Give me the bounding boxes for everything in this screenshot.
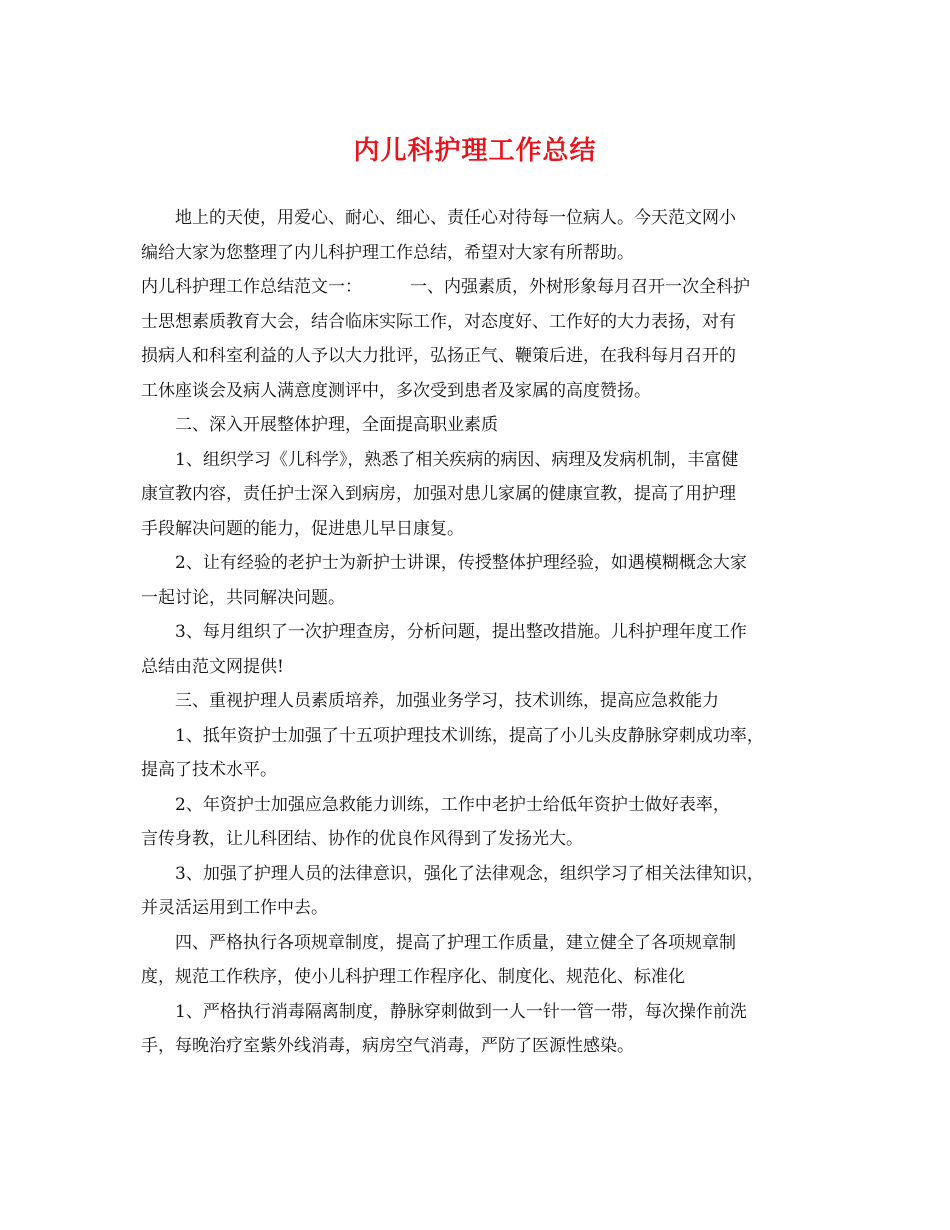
text-line-content: 度，规范工作秩序，使小儿科护理工作程序化、制度化、规范化、标准化 xyxy=(141,967,685,987)
text-line-content: 康宣教内容，责任护士深入到病房，加强对患儿家属的健康宣教，提高了用护理 xyxy=(141,484,736,504)
text-line xyxy=(141,926,811,961)
text-line-content: 地上的天使，用爱心、耐心、细心、责任心对待每一位病人。今天范文网小 xyxy=(175,208,736,228)
text-line-content: 损病人和科室利益的人予以大力批评，弘扬正气、鞭策后进，在我科每月召开的 xyxy=(141,346,736,366)
text-line-content: 提高了技术水平。 xyxy=(141,760,277,780)
text-line-content: 手段解决问题的能力，促进患儿早日康复。 xyxy=(141,518,464,539)
text-line xyxy=(141,270,811,305)
text-line xyxy=(141,236,811,271)
text-line xyxy=(141,443,811,478)
text-line-content: 工休座谈会及病人满意度测评中，多次受到患者及家属的高度赞扬。 xyxy=(141,380,651,401)
text-line xyxy=(141,650,811,685)
text-line-content: 二、深入开展整体护理，全面提高职业素质 xyxy=(175,415,498,435)
text-line-content: 一起讨论，共同解决问题。 xyxy=(141,587,345,608)
text-line-content: 3、每月组织了一次护理查房，分析问题，提出整改措施。儿科护理年度工作 xyxy=(175,622,747,642)
text-line xyxy=(141,374,811,409)
text-line-content: 内儿科护理工作总结范文一： xyxy=(141,277,362,297)
document-title: 内儿科护理工作总结 xyxy=(353,136,597,166)
text-line-content: 编给大家为您整理了内儿科护理工作总结，希望对大家有所帮助。 xyxy=(141,242,634,263)
text-line xyxy=(141,477,811,512)
text-line xyxy=(141,719,811,754)
text-line xyxy=(141,615,811,650)
text-line xyxy=(141,581,811,616)
text-line xyxy=(141,408,811,443)
text-line xyxy=(141,1029,811,1064)
text-line xyxy=(141,546,811,581)
text-line-content: 士思想素质教育大会，结合临床实际工作，对态度好、工作好的大力表扬，对有 xyxy=(141,311,736,332)
text-line-content-continued: 一、内强素质，外树形象每月召开一次全科护 xyxy=(410,277,750,297)
text-line xyxy=(141,995,811,1030)
text-line-content: 3、加强了护理人员的法律意识，强化了法律观念，组织学习了相关法律知识， xyxy=(175,863,764,884)
text-line xyxy=(141,684,811,719)
text-line-content: 1、抵年资护士加强了十五项护理技术训练，提高了小儿头皮静脉穿刺成功率， xyxy=(175,725,764,746)
text-line xyxy=(141,305,811,340)
text-line xyxy=(141,822,811,857)
text-line-content: 2、让有经验的老护士为新护士讲课，传授整体护理经验，如遇模糊概念大家 xyxy=(175,553,747,573)
text-line-content: 并灵活运用到工作中去。 xyxy=(141,898,328,918)
text-line xyxy=(141,201,811,236)
text-line-content: 总结由范文网提供! xyxy=(141,656,284,677)
document-body xyxy=(141,201,811,1064)
text-line-content: 手，每晚治疗室紫外线消毒，病房空气消毒，严防了医源性感染。 xyxy=(141,1036,634,1056)
text-line-content: 1、组织学习《儿科学》，熟悉了相关疾病的病因、病理及发病机制，丰富健 xyxy=(175,449,739,470)
text-line xyxy=(141,960,811,995)
text-line-content: 1、严格执行消毒隔离制度，静脉穿刺做到一人一针一管一带，每次操作前洗 xyxy=(175,1001,747,1022)
text-line xyxy=(141,339,811,374)
text-line xyxy=(141,788,811,823)
text-line-content: 四、严格执行各项规章制度，提高了护理工作质量，建立健全了各项规章制 xyxy=(175,932,736,953)
text-line xyxy=(141,857,811,892)
text-line xyxy=(141,753,811,788)
text-line-content: 三、重视护理人员素质培养，加强业务学习，技术训练，提高应急救能力 xyxy=(175,691,719,711)
text-line xyxy=(141,512,811,547)
text-line xyxy=(141,891,811,926)
text-line-content: 言传身教，让儿科团结、协作的优良作风得到了发扬光大。 xyxy=(141,829,583,849)
text-line-content: 2、年资护士加强应急救能力训练，工作中老护士给低年资护士做好表率， xyxy=(175,794,730,815)
